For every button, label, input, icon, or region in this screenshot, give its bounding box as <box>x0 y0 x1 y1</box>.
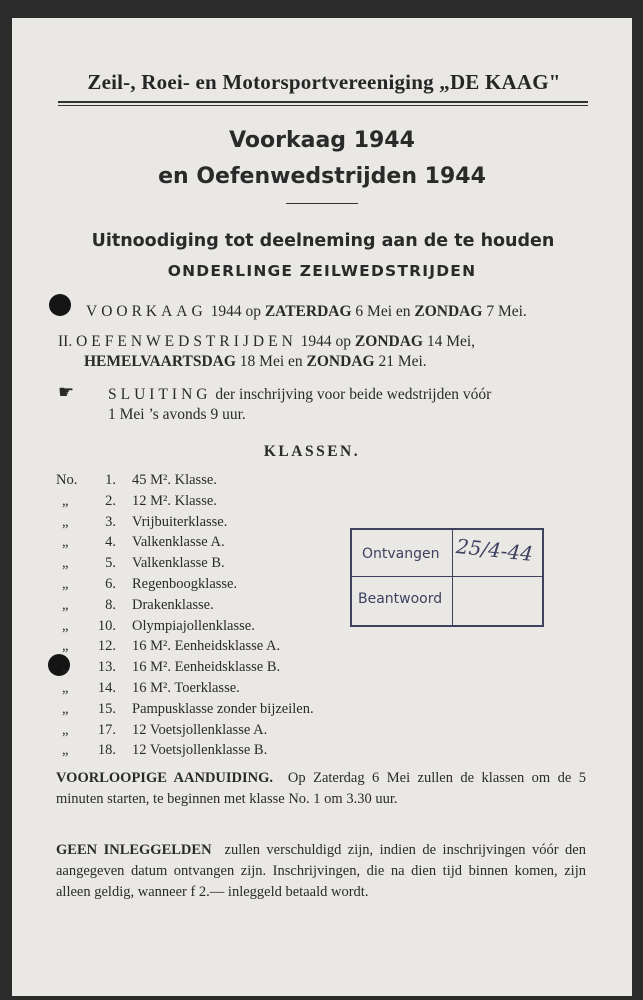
closing-word: SLUITING <box>108 386 212 403</box>
class-name: Vrijbuiterklasse. <box>132 513 228 530</box>
header-rule <box>58 101 588 103</box>
event-name: OEFENWEDSTRIJDEN <box>76 333 297 350</box>
title-line-2: en Oefenwedstrijden 1944 <box>158 164 486 189</box>
event-oefenwedstrijden <box>58 333 475 351</box>
stamp-divider <box>352 576 542 577</box>
event-day: ZONDAG <box>306 353 375 370</box>
class-number: 5. <box>105 555 116 572</box>
title-divider <box>286 203 358 204</box>
event-day: ZONDAG <box>354 333 423 350</box>
event-voorkaag <box>86 303 527 321</box>
event-text: 7 Mei. <box>482 303 527 320</box>
event-oefenwedstrijden-cont <box>84 353 427 371</box>
class-ditto-mark: „ <box>62 555 69 572</box>
closing-line-1 <box>108 386 491 404</box>
class-ditto-mark: „ <box>62 513 69 530</box>
class-ditto-mark: „ <box>62 659 69 676</box>
punch-hole-top <box>49 294 71 316</box>
pointing-hand-icon: ☛ <box>58 382 75 403</box>
club-name: Zeil-, Roei- en Motorsportvereeniging „DE KAAG" <box>87 70 561 94</box>
class-number: 10. <box>97 617 116 634</box>
invitation-line-2: ONDERLINGE ZEILWEDSTRIJDEN <box>167 262 477 280</box>
class-number: 4. <box>105 534 116 551</box>
class-number: 1. <box>105 472 116 488</box>
document-page <box>12 18 632 996</box>
class-ditto-mark: „ <box>62 700 69 717</box>
invitation-line-1: Uitnoodiging tot deelneming aan de te houden <box>91 231 555 251</box>
class-ditto-mark: „ <box>62 534 69 551</box>
event-text: 21 Mei. <box>374 353 427 370</box>
header-rule-thin <box>58 105 588 106</box>
stamp-handwritten-date: 25/4-44 <box>454 534 535 566</box>
event-prefix: II. <box>58 333 73 350</box>
event-text: 6 Mei en <box>351 303 415 320</box>
closing-text: der inschrijving voor beide wedstrijden vóór <box>215 386 492 403</box>
class-name: 12 M². Klasse. <box>132 492 217 509</box>
class-name: 12 Voetsjollenklasse A. <box>132 721 268 738</box>
event-day: HEMELVAARTSDAG <box>84 353 236 370</box>
title-line-1: Voorkaag 1944 <box>229 128 415 153</box>
event-text: 18 Mei en <box>235 353 307 370</box>
class-number: 18. <box>97 742 116 759</box>
class-number: 2. <box>105 492 116 509</box>
note-entry-fees <box>56 840 586 903</box>
class-number: 15. <box>97 700 116 717</box>
stamp-divider-vertical <box>452 530 453 625</box>
class-ditto-mark: „ <box>62 596 69 613</box>
event-day: ZONDAG <box>414 303 483 320</box>
class-ditto-mark: „ <box>62 492 69 509</box>
event-text: 1944 op <box>210 303 265 320</box>
class-name: Drakenklasse. <box>132 596 214 613</box>
class-ditto-mark: „ <box>62 576 69 592</box>
class-number: 6. <box>105 576 116 592</box>
class-name: Regenboogklasse. <box>132 576 238 592</box>
event-day: ZATERDAG <box>264 303 352 320</box>
class-number: 17. <box>97 721 116 738</box>
class-name: 16 M². Eenheidsklasse A. <box>132 638 281 655</box>
class-ditto-mark: „ <box>62 680 69 696</box>
class-name: 45 M². Klasse. <box>132 472 217 488</box>
class-name: 16 M². Eenheidsklasse B. <box>132 659 281 676</box>
note-text: Op Zaterdag 6 Mei zullen de klassen om de 5 minuten starten, te beginnen met klasse No. 1 om 3.30 uur. <box>56 770 587 807</box>
class-ditto-mark: „ <box>62 742 69 759</box>
class-name: Valkenklasse B. <box>132 555 225 572</box>
class-number: 13. <box>97 659 116 676</box>
note-heading: GEEN INLEGGELDEN <box>56 842 212 858</box>
event-text: 1944 op <box>300 333 355 350</box>
note-heading: VOORLOOPIGE AANDUIDING. <box>56 770 274 786</box>
received-stamp <box>350 528 544 627</box>
event-name: VOORKAAG <box>86 303 207 320</box>
stamp-label-received: Ontvangen <box>362 546 440 562</box>
class-name: Olympiajollenklasse. <box>132 617 255 634</box>
event-text: 14 Mei, <box>422 333 476 350</box>
class-ditto-mark: „ <box>62 638 69 655</box>
class-number: 3. <box>105 513 116 530</box>
note-text: zullen verschuldigd zijn, indien de inschrijvingen vóór den aangegeven datum ontvangen zijn. Inschrijvingen, die na dien tijd binnen komen, zijn alleen geldig, wanneer f 2.— inleggeld betaald wordt. <box>56 842 586 900</box>
class-no-label: No. <box>56 472 78 488</box>
class-name: 16 M². Toerklasse. <box>132 680 240 696</box>
class-ditto-mark: „ <box>62 617 69 634</box>
class-number: 12. <box>97 638 116 655</box>
closing-line-2: 1 Mei ’s avonds 9 uur. <box>108 406 246 423</box>
note-start-times <box>56 768 586 810</box>
class-name: Valkenklasse A. <box>132 534 225 551</box>
class-name: 12 Voetsjollenklasse B. <box>132 742 268 759</box>
class-name: Pampusklasse zonder bijzeilen. <box>132 700 314 717</box>
class-ditto-mark: „ <box>62 721 69 738</box>
classes-heading: KLASSEN. <box>263 443 361 460</box>
stamp-label-answered: Beantwoord <box>358 591 443 607</box>
class-number: 14. <box>97 680 116 696</box>
class-number: 8. <box>105 596 116 613</box>
